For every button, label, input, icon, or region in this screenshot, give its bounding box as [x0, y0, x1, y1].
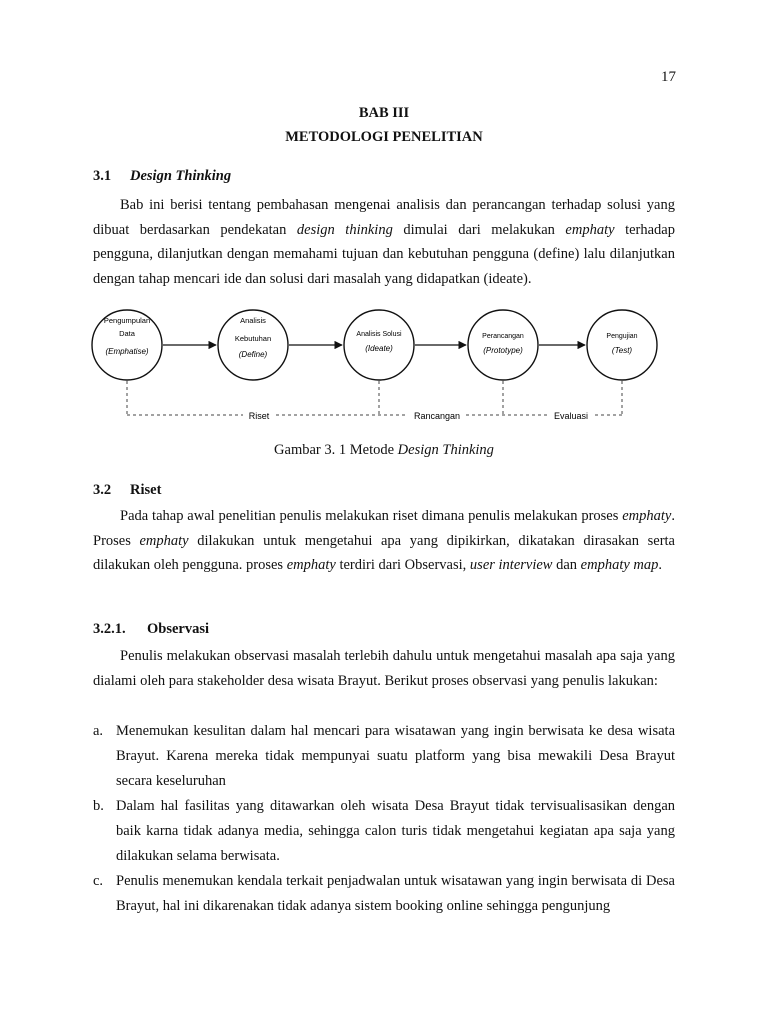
text-run: dilakukan untuk mengetahui apa yang dipikirkan, dikatakan dirasakan serta dilakukan oleh pengguna. proses	[93, 532, 675, 573]
figure-caption	[0, 442, 768, 459]
text-run: emphaty	[565, 221, 615, 238]
list-item	[93, 719, 675, 794]
text-run: dimulai dari melakukan	[392, 221, 566, 238]
text-run: Pada tahap awal penelitian penulis melakukan riset dimana penulis melakukan proses	[120, 508, 623, 524]
page-number: 17	[661, 69, 676, 85]
stage-circle	[468, 310, 538, 380]
stage-label-line1: Analisis Solusi	[356, 331, 402, 338]
section-3-1-paragraph	[93, 193, 675, 291]
text-run: user interview	[469, 557, 553, 573]
stage-label-line2: Data	[119, 329, 135, 338]
section-3-2-paragraph	[93, 504, 675, 578]
stage-label-line2: Kebutuhan	[234, 334, 272, 343]
stage-label-line3: (Emphatise)	[105, 347, 149, 356]
list-item-text: Dalam hal fasilitas yang ditawarkan oleh wisata Desa Brayut tidak tervisualisasikan dengan baik karna tidak adanya media, sehingga calon turis tidak mengetahui kegiatan apa saja yang dilakukan selama berwisata.	[116, 798, 675, 864]
text-run: Bab ini berisi tentang pembahasan mengenai analisis dan perancangan terhadap solusi yang dibuat berdasarkan pendekatan	[93, 197, 675, 238]
list-item	[93, 869, 675, 919]
observation-list	[93, 719, 675, 919]
stage-label-line1: Perancangan	[482, 333, 524, 340]
stage-label-line1: Analisis	[240, 316, 266, 325]
text-run: emphaty	[622, 508, 672, 524]
text-run: emphaty	[139, 532, 189, 549]
section-3-1-heading	[93, 168, 231, 185]
list-item-text: Menemukan kesulitan dalam hal mencari para wisatawan yang ingin berwisata ke desa wisata Brayut. Karena mereka tidak mempunyai suatu platform yang bisa mewakili Desa Brayut secara keseluruhan	[116, 723, 675, 789]
list-item-text: Penulis menemukan kendala terkait penjadwalan untuk wisatawan yang ingin berwisata di Desa Brayut, hal ini dikarenakan tidak adanya sistem booking online sehingga pengunjung	[116, 873, 675, 914]
section-number: 3.2	[93, 482, 112, 498]
list-marker: c.	[93, 873, 104, 889]
section-number: 3.1	[93, 168, 112, 184]
stage-label-line3: (Ideate)	[365, 344, 393, 353]
phase-label-riset: Riset	[248, 411, 270, 421]
text-run: Design Thinking	[397, 442, 494, 458]
stage-label-line1: Pengumpulan	[103, 316, 151, 325]
text-run: Gambar 3. 1 Metode	[274, 442, 398, 458]
text-run: emphaty map	[580, 557, 659, 573]
chapter-title: METODOLOGI PENELITIAN	[285, 129, 483, 145]
text-run: design thinking	[296, 221, 393, 238]
text-run: . Proses	[93, 508, 675, 549]
stage-circle	[587, 310, 657, 380]
section-title: Riset	[130, 482, 162, 498]
stage-label-line1: Pengujian	[606, 333, 638, 340]
section-3-2-heading	[93, 482, 161, 499]
section-3-2-1-intro: Penulis melakukan observasi masalah terlebih dahulu untuk mengetahui masalah apa saja yang dialami oleh para stakeholder desa wisata Brayut. Berikut proses observasi yang penulis lakukan:	[93, 648, 675, 689]
section-title: Observasi	[147, 621, 210, 637]
text-run: dan	[552, 557, 581, 573]
chapter-label: BAB III	[358, 105, 410, 121]
list-item	[93, 794, 675, 869]
phase-label-evaluasi: Evaluasi	[553, 411, 589, 421]
phase-label-rancangan: Rancangan	[413, 411, 461, 421]
stage-label-line3: (Prototype)	[483, 346, 523, 355]
text-run: emphaty	[286, 557, 336, 573]
section-number: 3.2.1.	[93, 621, 126, 637]
stage-label-line3: (Define)	[238, 350, 268, 359]
text-run: terdiri dari Observasi,	[335, 557, 470, 573]
list-marker: a.	[93, 723, 104, 739]
text-run: .	[658, 557, 663, 573]
section-3-2-1-heading	[93, 621, 209, 638]
stage-label-line3: (Test)	[611, 346, 633, 355]
text-run: terhadap pengguna, dilanjutkan dengan memahami tujuan dan kebutuhan pengguna (define) lalu dilanjutkan dengan tahap mencari ide dan solusi dari masalah yang didapatkan (ideate).	[93, 221, 675, 287]
design-thinking-diagram	[90, 305, 680, 430]
list-marker: b.	[93, 798, 104, 814]
section-title: Design Thinking	[130, 168, 232, 184]
